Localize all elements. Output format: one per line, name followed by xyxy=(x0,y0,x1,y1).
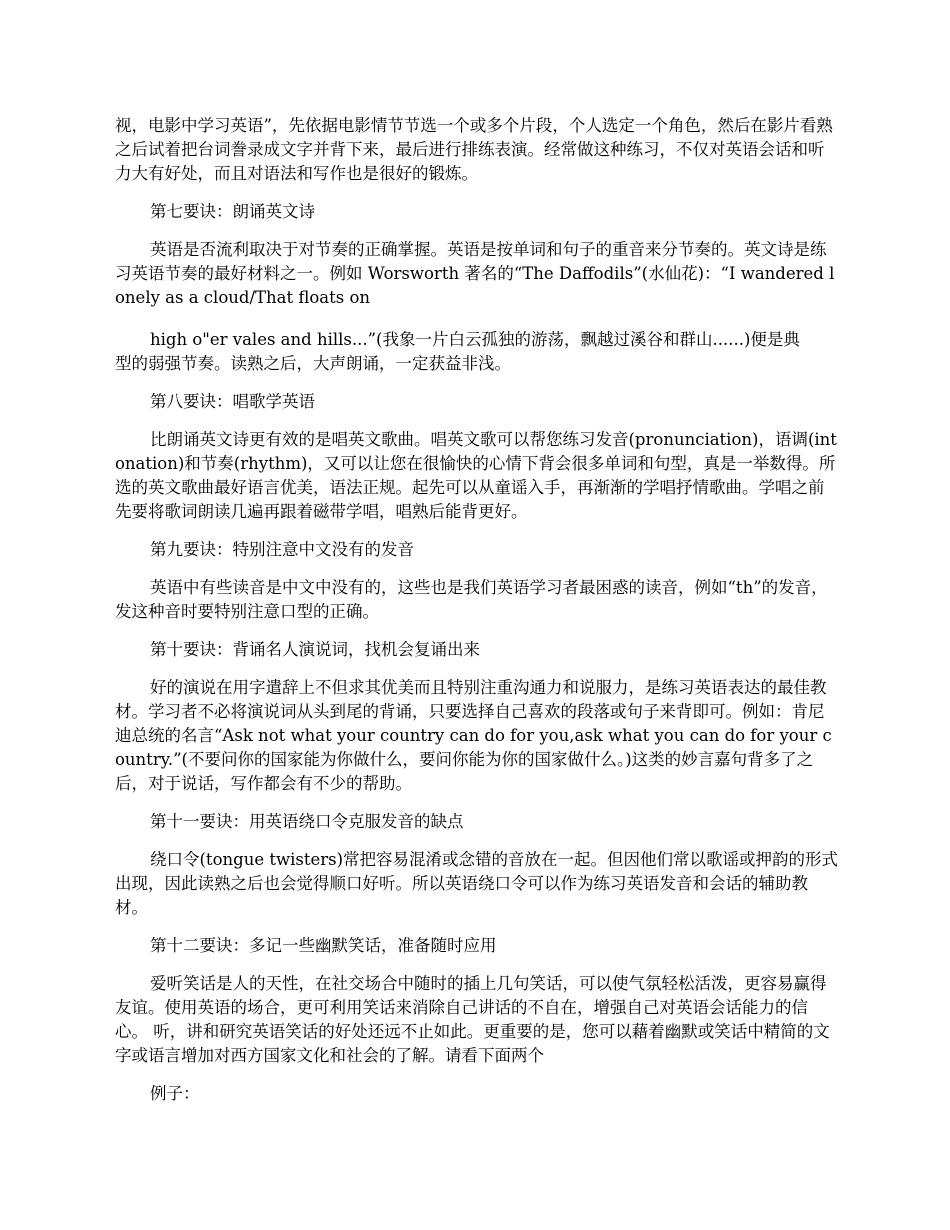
heading-tip-12: 第十二要诀：多记一些幽默笑话，准备随时应用 xyxy=(150,936,497,955)
paragraph-tip-7-continued: high o"er vales and hills...”(我象一片白云孤独的游荡，飘越过溪谷和群山......)便是典 xyxy=(150,330,800,349)
heading-tip-11: 第十一要诀：用英语绕口令克服发音的缺点 xyxy=(150,812,464,831)
paragraph-tip-10: 好的演说在用字遣辞上不但求其优美而且特别注重沟通力和说服力，是练习英语表达的最佳教材。学习者不必将演说词从头到尾的背诵，只要选择自己喜欢的段落或句子来背即可。例如：肯尼迪总统的名言“Ask not what your country can do for you,ask what you can do for your country.”(不要问你的国家能为你做什么，要问你能为你的国家做什么。)这类的妙言嘉句背多了之后，对于说话，写作都会有不少的帮助。 xyxy=(115,678,832,793)
paragraph-tip-7-continued-rest: 型的弱强节奏。读熟之后，大声朗诵，一定获益非浅。 xyxy=(115,354,511,373)
heading-tip-9: 第九要诀：特别注意中文没有的发音 xyxy=(150,540,414,559)
paragraph-tip-12: 爱听笑话是人的天性，在社交场合中随时的插上几句笑话，可以使气氛轻松活泼，更容易赢得友谊。使用英语的场合，更可利用笑话来消除自己讲话的不自在，增强自己对英语会话能力的信心。 听，讲和研究英语笑话的好处还远不止如此。更重要的是，您可以藉着幽默或笑话中精简的文字或语言增加对西方国家文化和社会的了解。请看下面两个 xyxy=(115,974,830,1065)
heading-tip-10: 第十要诀：背诵名人演说词，找机会复诵出来 xyxy=(150,640,480,659)
heading-tip-8: 第八要诀：唱歌学英语 xyxy=(150,392,315,411)
heading-tip-7: 第七要诀：朗诵英文诗 xyxy=(150,202,315,221)
paragraph-examples: 例子： xyxy=(150,1084,200,1103)
paragraph-tip-8: 比朗诵英文诗更有效的是唱英文歌曲。唱英文歌可以帮您练习发音(pronunciation)，语调(intonation)和节奏(rhythm)，又可以让您在很愉快的心情下背会很多单词和句型，真是一举数得。所选的英文歌曲最好语言优美，语法正规。起先可以从童谣入手，再渐渐的学唱抒情歌曲。学唱之前先要将歌词朗读几遍再跟着磁带学唱，唱熟后能背更好。 xyxy=(115,430,837,521)
paragraph-tip-9: 英语中有些读音是中文中没有的，这些也是我们英语学习者最困惑的读音，例如“th”的发音，发这种音时要特别注意口型的正确。 xyxy=(115,578,828,621)
document-page xyxy=(115,114,840,1106)
paragraph-intro: 视，电影中学习英语”，先依据电影情节节选一个或多个片段，个人选定一个角色，然后在影片看熟之后试着把台词誊录成文字并背下来，最后进行排练表演。经常做这种练习，不仅对英语会话和听力大有好处，而且对语法和写作也是很好的锻炼。 xyxy=(115,116,833,183)
paragraph-tip-7: 英语是否流利取决于对节奏的正确掌握。英语是按单词和句子的重音来分节奏的。英文诗是练习英语节奏的最好材料之一。例如 Worsworth 著名的“The Daffodils”(水仙花)：“I wandered lonely as a cloud/That floats on xyxy=(115,240,835,307)
paragraph-tip-11: 绕口令(tongue twisters)常把容易混淆或念错的音放在一起。但因他们常以歌谣或押韵的形式出现，因此读熟之后也会觉得顺口好听。所以英语绕口令可以作为练习英语发音和会话的辅助教材。 xyxy=(115,850,839,917)
